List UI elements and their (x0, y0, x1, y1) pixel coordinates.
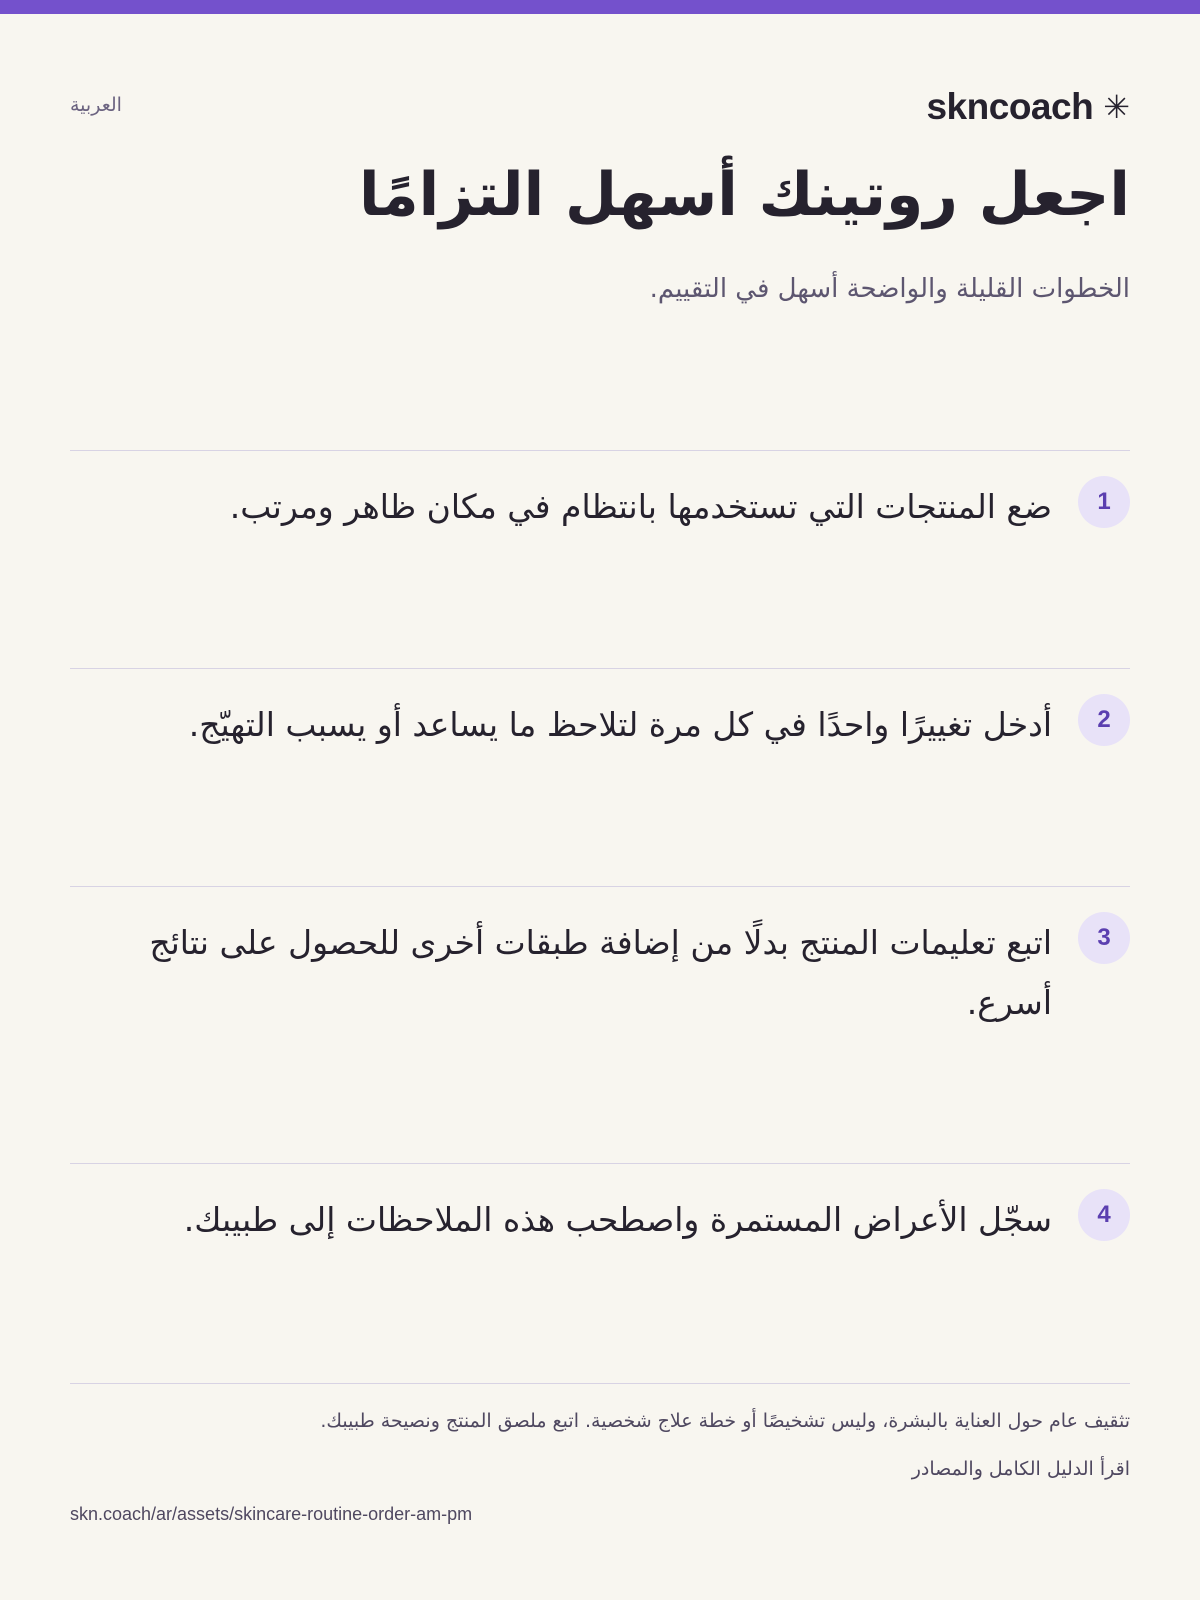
asterisk-icon: ✳ (1103, 88, 1130, 126)
step-text: أدخل تغييرًا واحدًا في كل مرة لتلاحظ ما يساعد أو يسبب التهيّج. (188, 705, 1052, 744)
source-url[interactable]: skn.coach/ar/assets/skincare-routine-order-am-pm (70, 1504, 473, 1524)
page-subtitle: الخطوات القليلة والواضحة أسهل في التقييم. (649, 274, 1130, 304)
step-number-badge: 4 (1078, 1189, 1130, 1241)
step-number-badge: 3 (1078, 912, 1130, 964)
step-item (70, 886, 1130, 1164)
language-label[interactable]: العربية (70, 94, 122, 116)
brand-logo[interactable] (926, 86, 1130, 128)
step-item (70, 450, 1130, 669)
step-number-badge: 2 (1078, 694, 1130, 746)
step-number-badge: 1 (1078, 476, 1130, 528)
page-title: اجعل روتينك أسهل التزامًا (358, 160, 1130, 230)
accent-top-bar (0, 0, 1200, 14)
brand-name: skncoach (926, 86, 1094, 127)
step-item (70, 1163, 1130, 1382)
footer-divider (70, 1383, 1130, 1384)
full-guide-link[interactable]: اقرأ الدليل الكامل والمصادر (911, 1458, 1130, 1480)
step-text: اتبع تعليمات المنتج بدلًا من إضافة طبقات أخرى للحصول على نتائج أسرع. (149, 923, 1052, 1022)
step-text: سجّل الأعراض المستمرة واصطحب هذه الملاحظات إلى طبيبك. (183, 1200, 1052, 1239)
step-text: ضع المنتجات التي تستخدمها بانتظام في مكان ظاهر ومرتب. (229, 487, 1052, 526)
disclaimer-text: تثقيف عام حول العناية بالبشرة، وليس تشخيصًا أو خطة علاج شخصية. اتبع ملصق المنتج ونصيحة طبيبك. (320, 1410, 1130, 1432)
step-item (70, 668, 1130, 887)
